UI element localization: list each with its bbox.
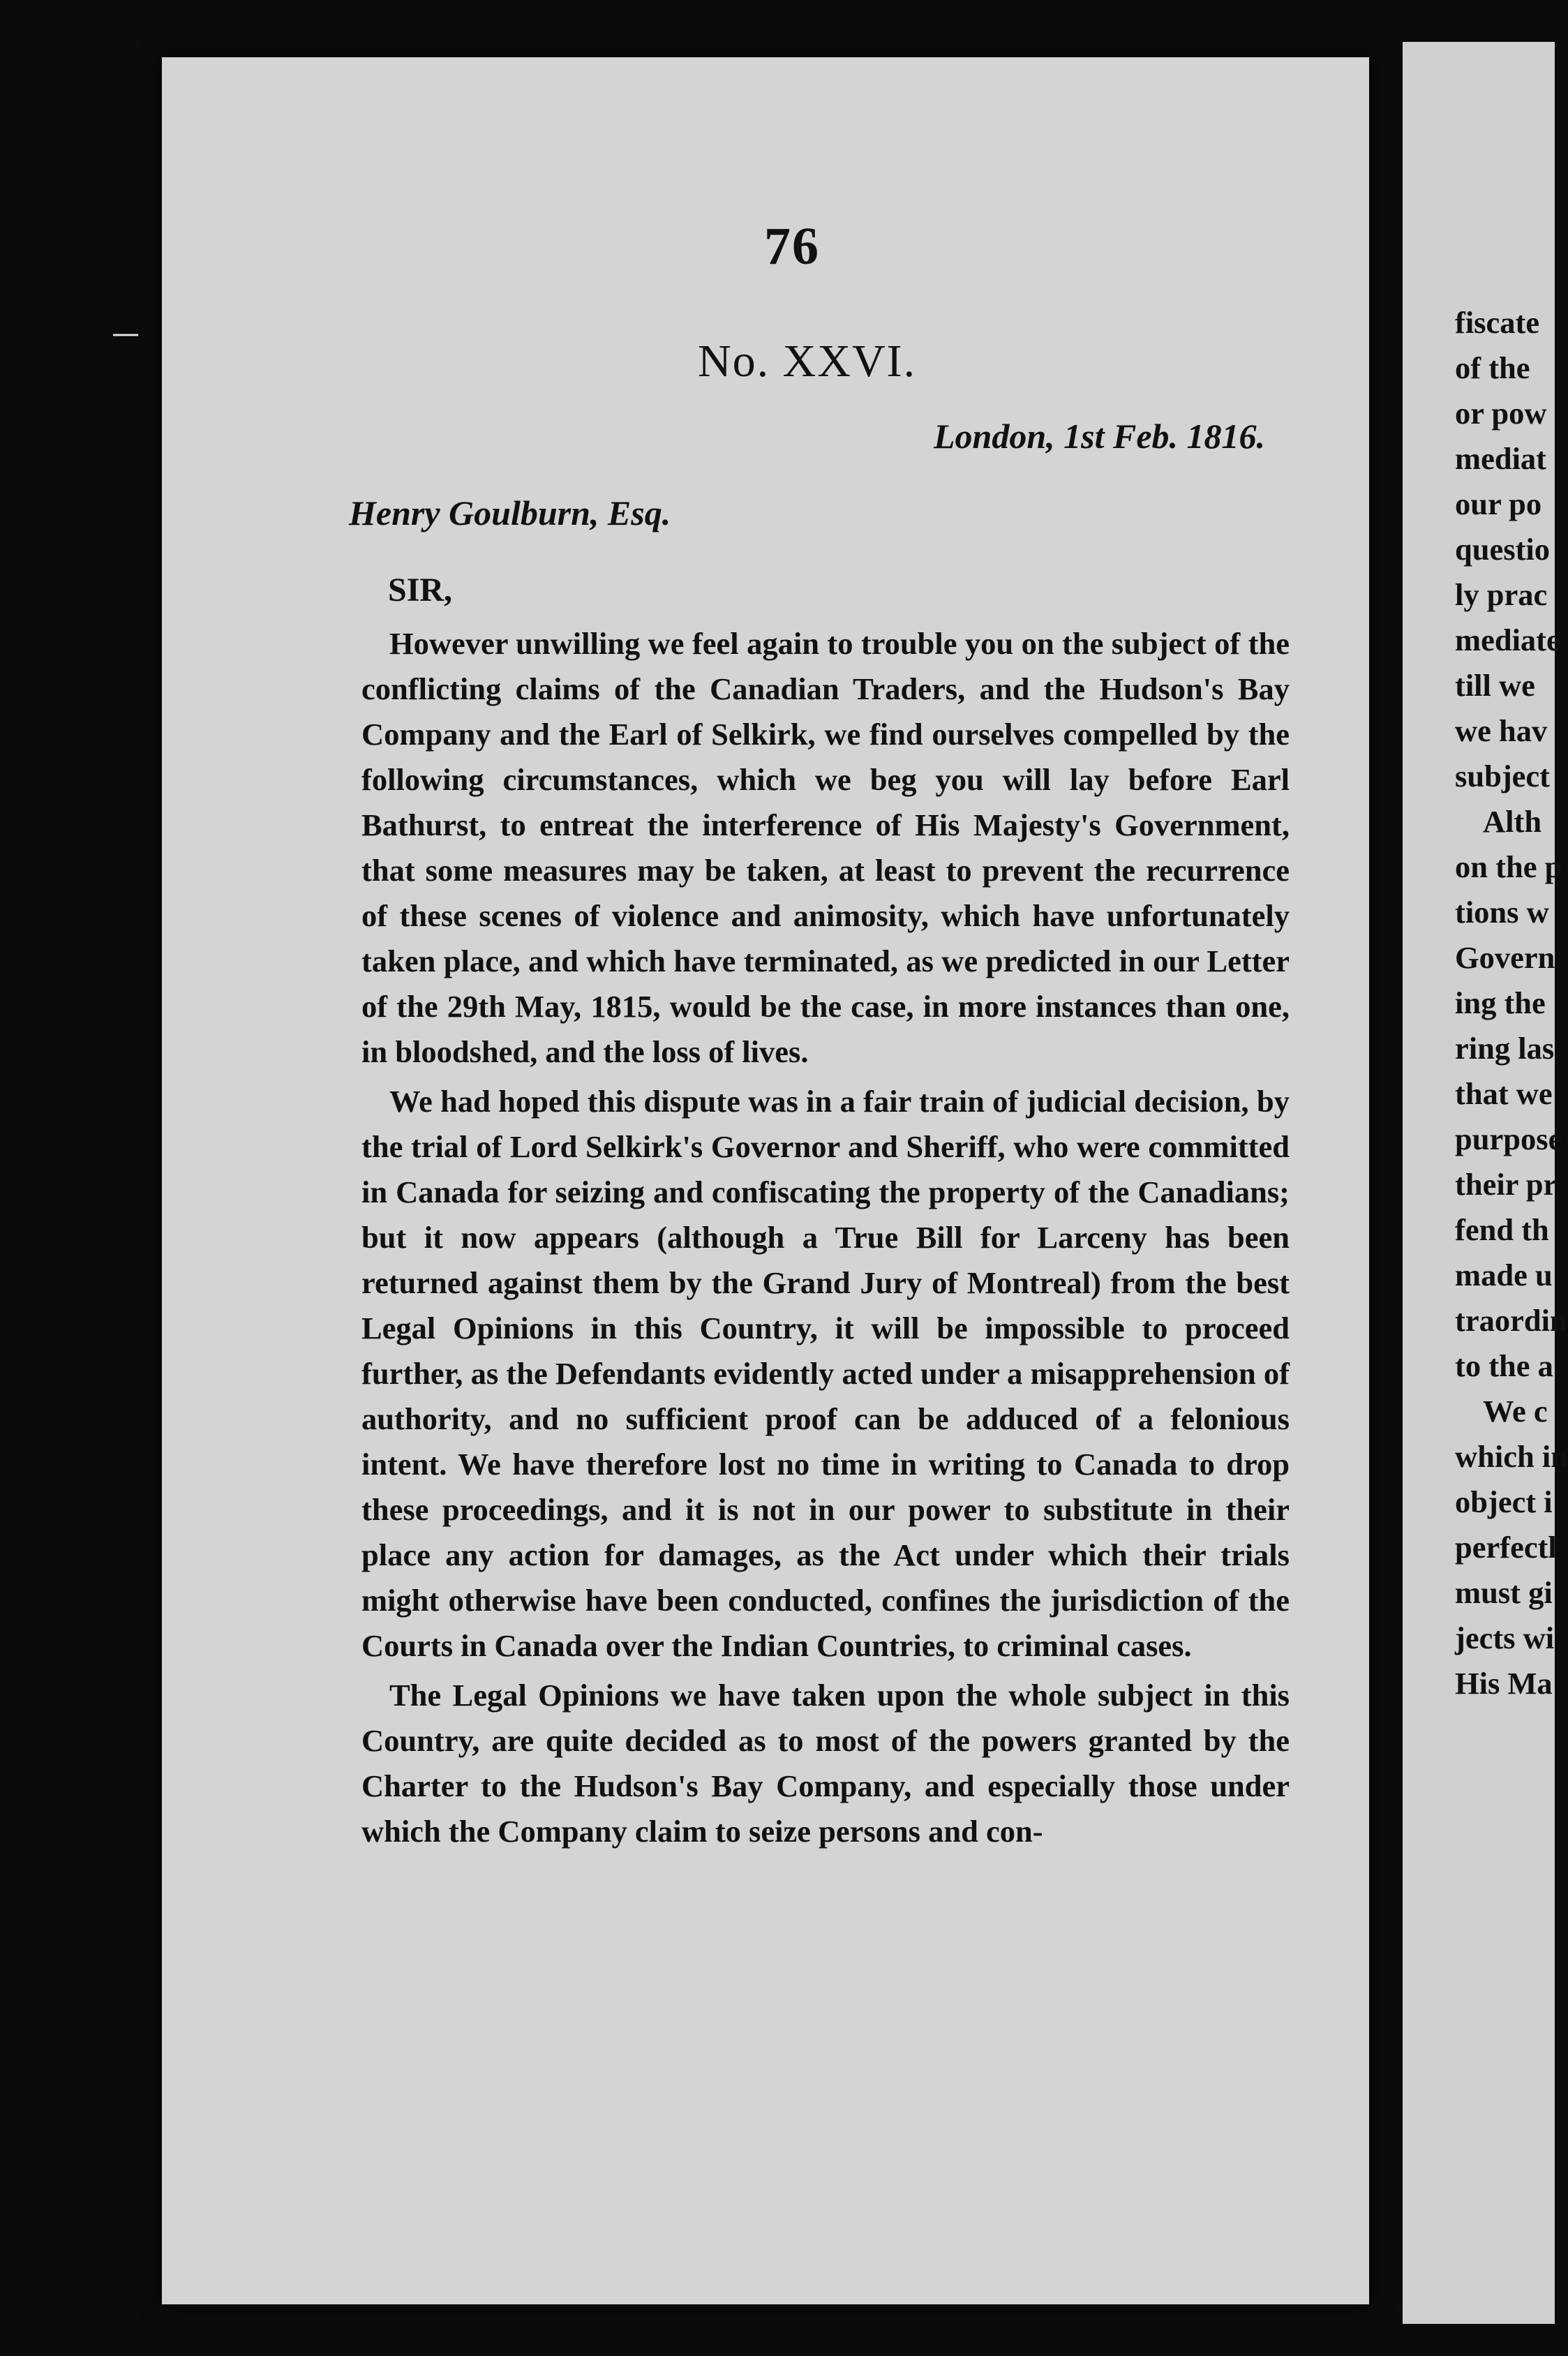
facing-line: which in [1455,1439,1568,1474]
facing-line: ing the [1455,985,1546,1020]
facing-line: made u [1455,1258,1553,1292]
letter-addressee: Henry Goulburn, Esq. [349,493,671,532]
facing-line: our po [1455,486,1542,521]
facing-line: mediat [1455,441,1547,476]
facing-line: mediate [1455,622,1560,657]
facing-line: tions w [1455,895,1549,930]
facing-line: on the p [1455,849,1562,884]
facing-line: till we [1455,668,1535,703]
facing-line: His Ma [1455,1666,1553,1701]
body-paragraph-3: The Legal Opinions we have taken upon the whole subject in this Country, are quite decided as to most of the powers granted by the Charter to the Hudson's Bay Company, and especially those under which the Company claim to seize persons and con- [361,1678,1290,1849]
facing-line: object i [1455,1484,1553,1519]
facing-line: must gi [1455,1575,1553,1610]
facing-line: jects wi [1455,1620,1555,1655]
page-number: 76 [764,217,820,276]
facing-line: that we [1455,1076,1553,1111]
facing-line: or pow [1455,396,1547,431]
document-heading: No. XXVI. [698,336,917,387]
body-paragraph-2: We had hoped this dispute was in a fair train of judicial decision, by the trial of Lord Selkirk's Governor and Sheriff, who were committed in Canada for seizing and confiscating the property of the Canadians; but it now appears (although a True Bill for Larceny has been returned against them by the Grand Jury of Montreal) from the best Legal Opinions in this Country, it will be impossible to proceed further, as the Defendants evidently acted under a misapprehension of authority, and no sufficient proof can be adduced of a felonious intent. We have therefore lost no time in writing to Canada to drop these proceedings, and it is not in our power to substitute in their place any action for damages, as the Act under which their trials might otherwise have been conducted, confines the jurisdiction of the Courts in Canada over the Indian Countries, to criminal cases. [361,1084,1290,1663]
facing-line: their pr [1455,1167,1558,1202]
facing-line: to the a [1455,1348,1553,1383]
letter-body [361,621,1290,1858]
facing-line: Govern [1455,940,1555,975]
facing-line: fiscate [1455,305,1540,340]
letter-dateline: London, 1st Feb. 1816. [934,417,1266,456]
facing-line: we hav [1455,713,1548,748]
facing-line: subject [1455,759,1550,793]
facing-line: fend th [1455,1212,1549,1247]
facing-line: traordin [1455,1303,1567,1338]
facing-line: We c [1483,1394,1548,1429]
facing-line: of the [1455,350,1530,385]
body-paragraph-1: However unwilling we feel again to trouble you on the subject of the conflicting claims of the Canadian Traders, and the Hudson's Bay Company and the Earl of Selkirk, we find ourselves compelled by the following circumstances, which we beg you will lay before Earl Bathurst, to entreat the interference of His Majesty's Government, that some measures may be taken, at least to prevent the recurrence of these scenes of violence and animosity, which have unfortunately taken place, and which have terminated, as we predicted in our Letter of the 29th May, 1815, would be the case, in more instances than one, in bloodshed, and the loss of lives. [361,626,1290,1069]
letter-salutation: SIR, [388,572,453,609]
facing-line: questio [1455,532,1550,567]
facing-line: Alth [1483,804,1542,839]
facing-page-text [1455,300,1568,1706]
facing-line: perfectl [1455,1530,1557,1565]
facing-line: ring las [1455,1031,1555,1066]
facing-line: purpose [1455,1121,1562,1156]
margin-mark: — [112,318,140,350]
facing-line: ly prac [1455,577,1548,612]
